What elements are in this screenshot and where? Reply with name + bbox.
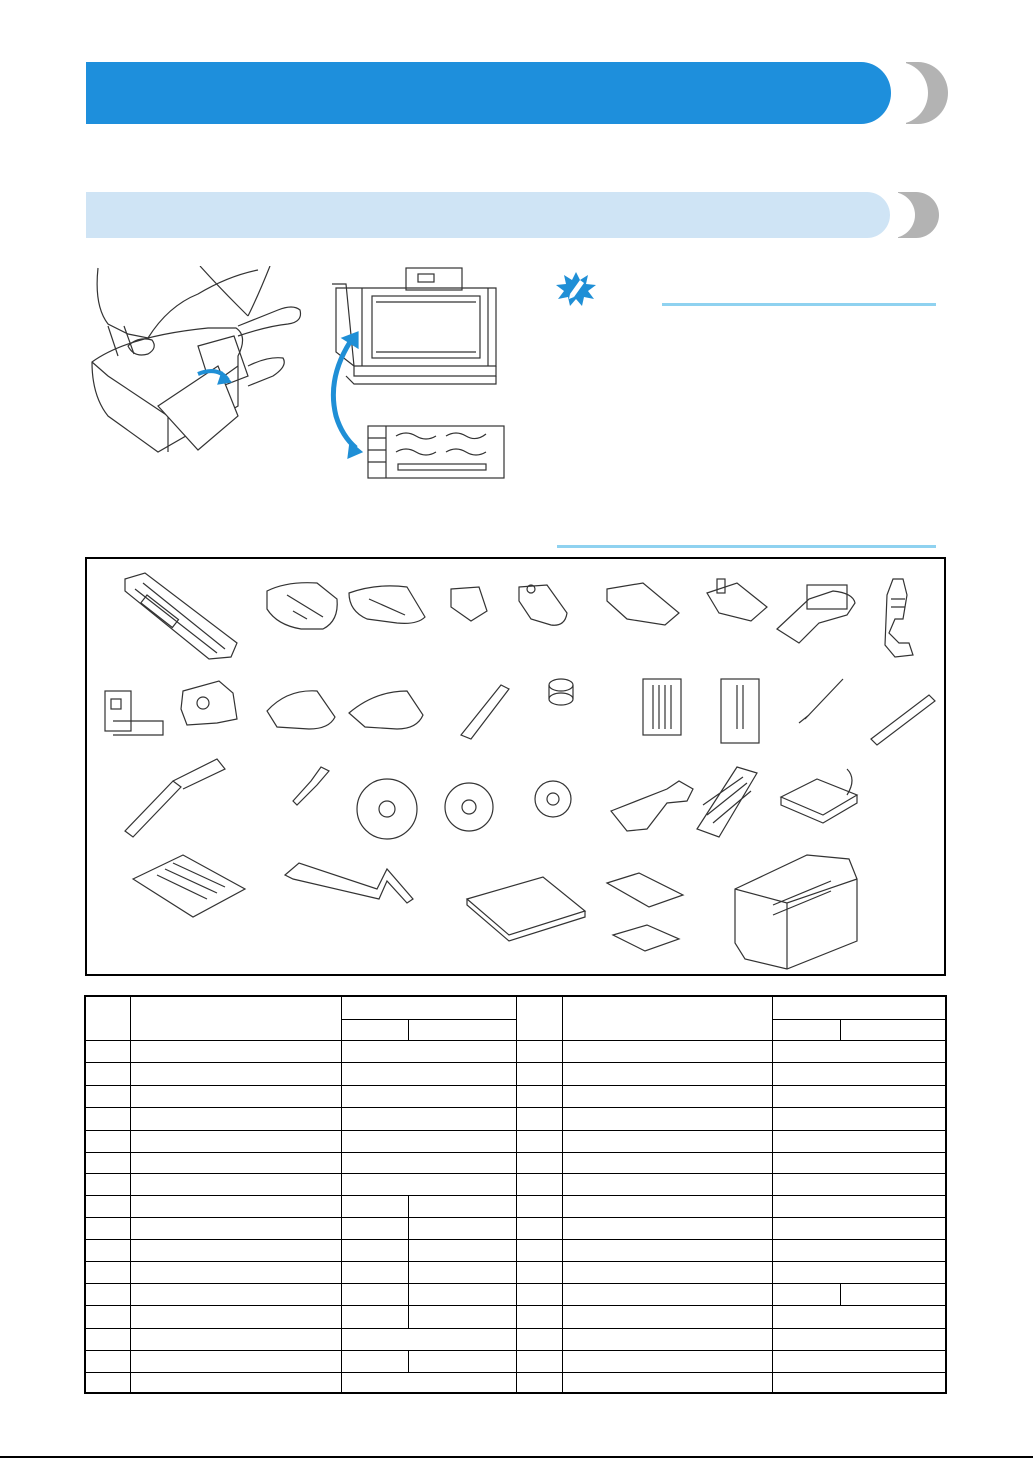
spool-cap-large-icon	[357, 779, 417, 839]
table-row-rule	[86, 1217, 945, 1218]
table-row-rule	[86, 1130, 945, 1131]
table-subcol-divider	[840, 1283, 841, 1305]
page-bottom-rule	[0, 1456, 1033, 1458]
table-subcol-divider	[408, 1019, 409, 1040]
subtitle-banner	[86, 192, 948, 238]
sewing-machine-illustration	[88, 266, 318, 461]
instruction-manual-icon	[467, 877, 585, 941]
zipper-foot-icon	[519, 585, 567, 625]
open-toe-foot-icon	[267, 691, 335, 729]
table-row-rule	[86, 1239, 945, 1240]
spool-cap-small-icon	[535, 781, 571, 817]
memo-icon	[556, 272, 596, 311]
cleaning-brush-icon	[799, 679, 843, 723]
note-divider-bottom	[557, 545, 936, 548]
button-fitting-foot-icon	[707, 579, 767, 621]
table-subcol-divider	[408, 1195, 409, 1328]
quick-reference-sheet-icon	[607, 873, 683, 951]
spool-net-icon	[697, 767, 757, 837]
table-subcol-divider	[408, 1350, 409, 1372]
accessory-tray-illustration	[306, 266, 506, 487]
monogramming-foot-icon	[349, 586, 425, 624]
table-subcol-divider	[840, 1019, 841, 1040]
spool-cap-medium-icon	[445, 783, 493, 831]
blind-stitch-foot-icon	[607, 583, 679, 625]
table-row-rule	[86, 1040, 945, 1041]
walking-foot-icon	[777, 585, 855, 643]
screwdriver-small-icon	[293, 767, 329, 805]
table-row-rule	[86, 1372, 945, 1373]
eyelet-punch-icon	[871, 695, 935, 745]
table-row-rule	[86, 1085, 945, 1086]
accessories-table	[84, 995, 947, 1394]
table-row-rule	[86, 1283, 945, 1284]
knee-lifter-icon	[611, 781, 693, 831]
applique-foot-icon	[349, 691, 423, 729]
table-row-rule	[86, 1261, 945, 1262]
table-row-rule	[86, 1062, 945, 1063]
screwdriver-large-icon	[125, 759, 225, 837]
table-row-rule	[86, 1305, 945, 1306]
table-row-rule	[86, 1173, 945, 1174]
table-row-rule	[86, 1328, 945, 1329]
table-header-subrule	[772, 1019, 945, 1020]
stabilizer-sheet-icon	[133, 855, 245, 917]
table-row-rule	[86, 1195, 945, 1196]
zigzag-foot-icon	[267, 583, 337, 629]
table-row-rule	[86, 1152, 945, 1153]
quilting-guide-icon	[285, 863, 413, 903]
needle-set-icon	[643, 679, 681, 735]
note-divider-top	[662, 303, 936, 306]
table-header-subrule	[341, 1019, 516, 1020]
straight-stitch-foot-icon	[105, 691, 163, 735]
table-row-rule	[86, 1107, 945, 1108]
table-row-rule	[86, 1350, 945, 1351]
seam-ripper-icon	[461, 685, 509, 739]
foot-controller-icon	[781, 769, 857, 823]
title-banner	[86, 62, 948, 124]
side-cutter-icon	[181, 681, 237, 725]
twin-needle-icon	[721, 679, 759, 743]
overcasting-foot-icon	[451, 587, 487, 621]
accessories-figure-box	[85, 557, 946, 976]
dust-cover-icon	[735, 855, 857, 969]
quilting-foot-icon	[885, 579, 913, 657]
buttonhole-foot-icon	[125, 573, 237, 659]
bobbin-icon	[549, 679, 573, 705]
